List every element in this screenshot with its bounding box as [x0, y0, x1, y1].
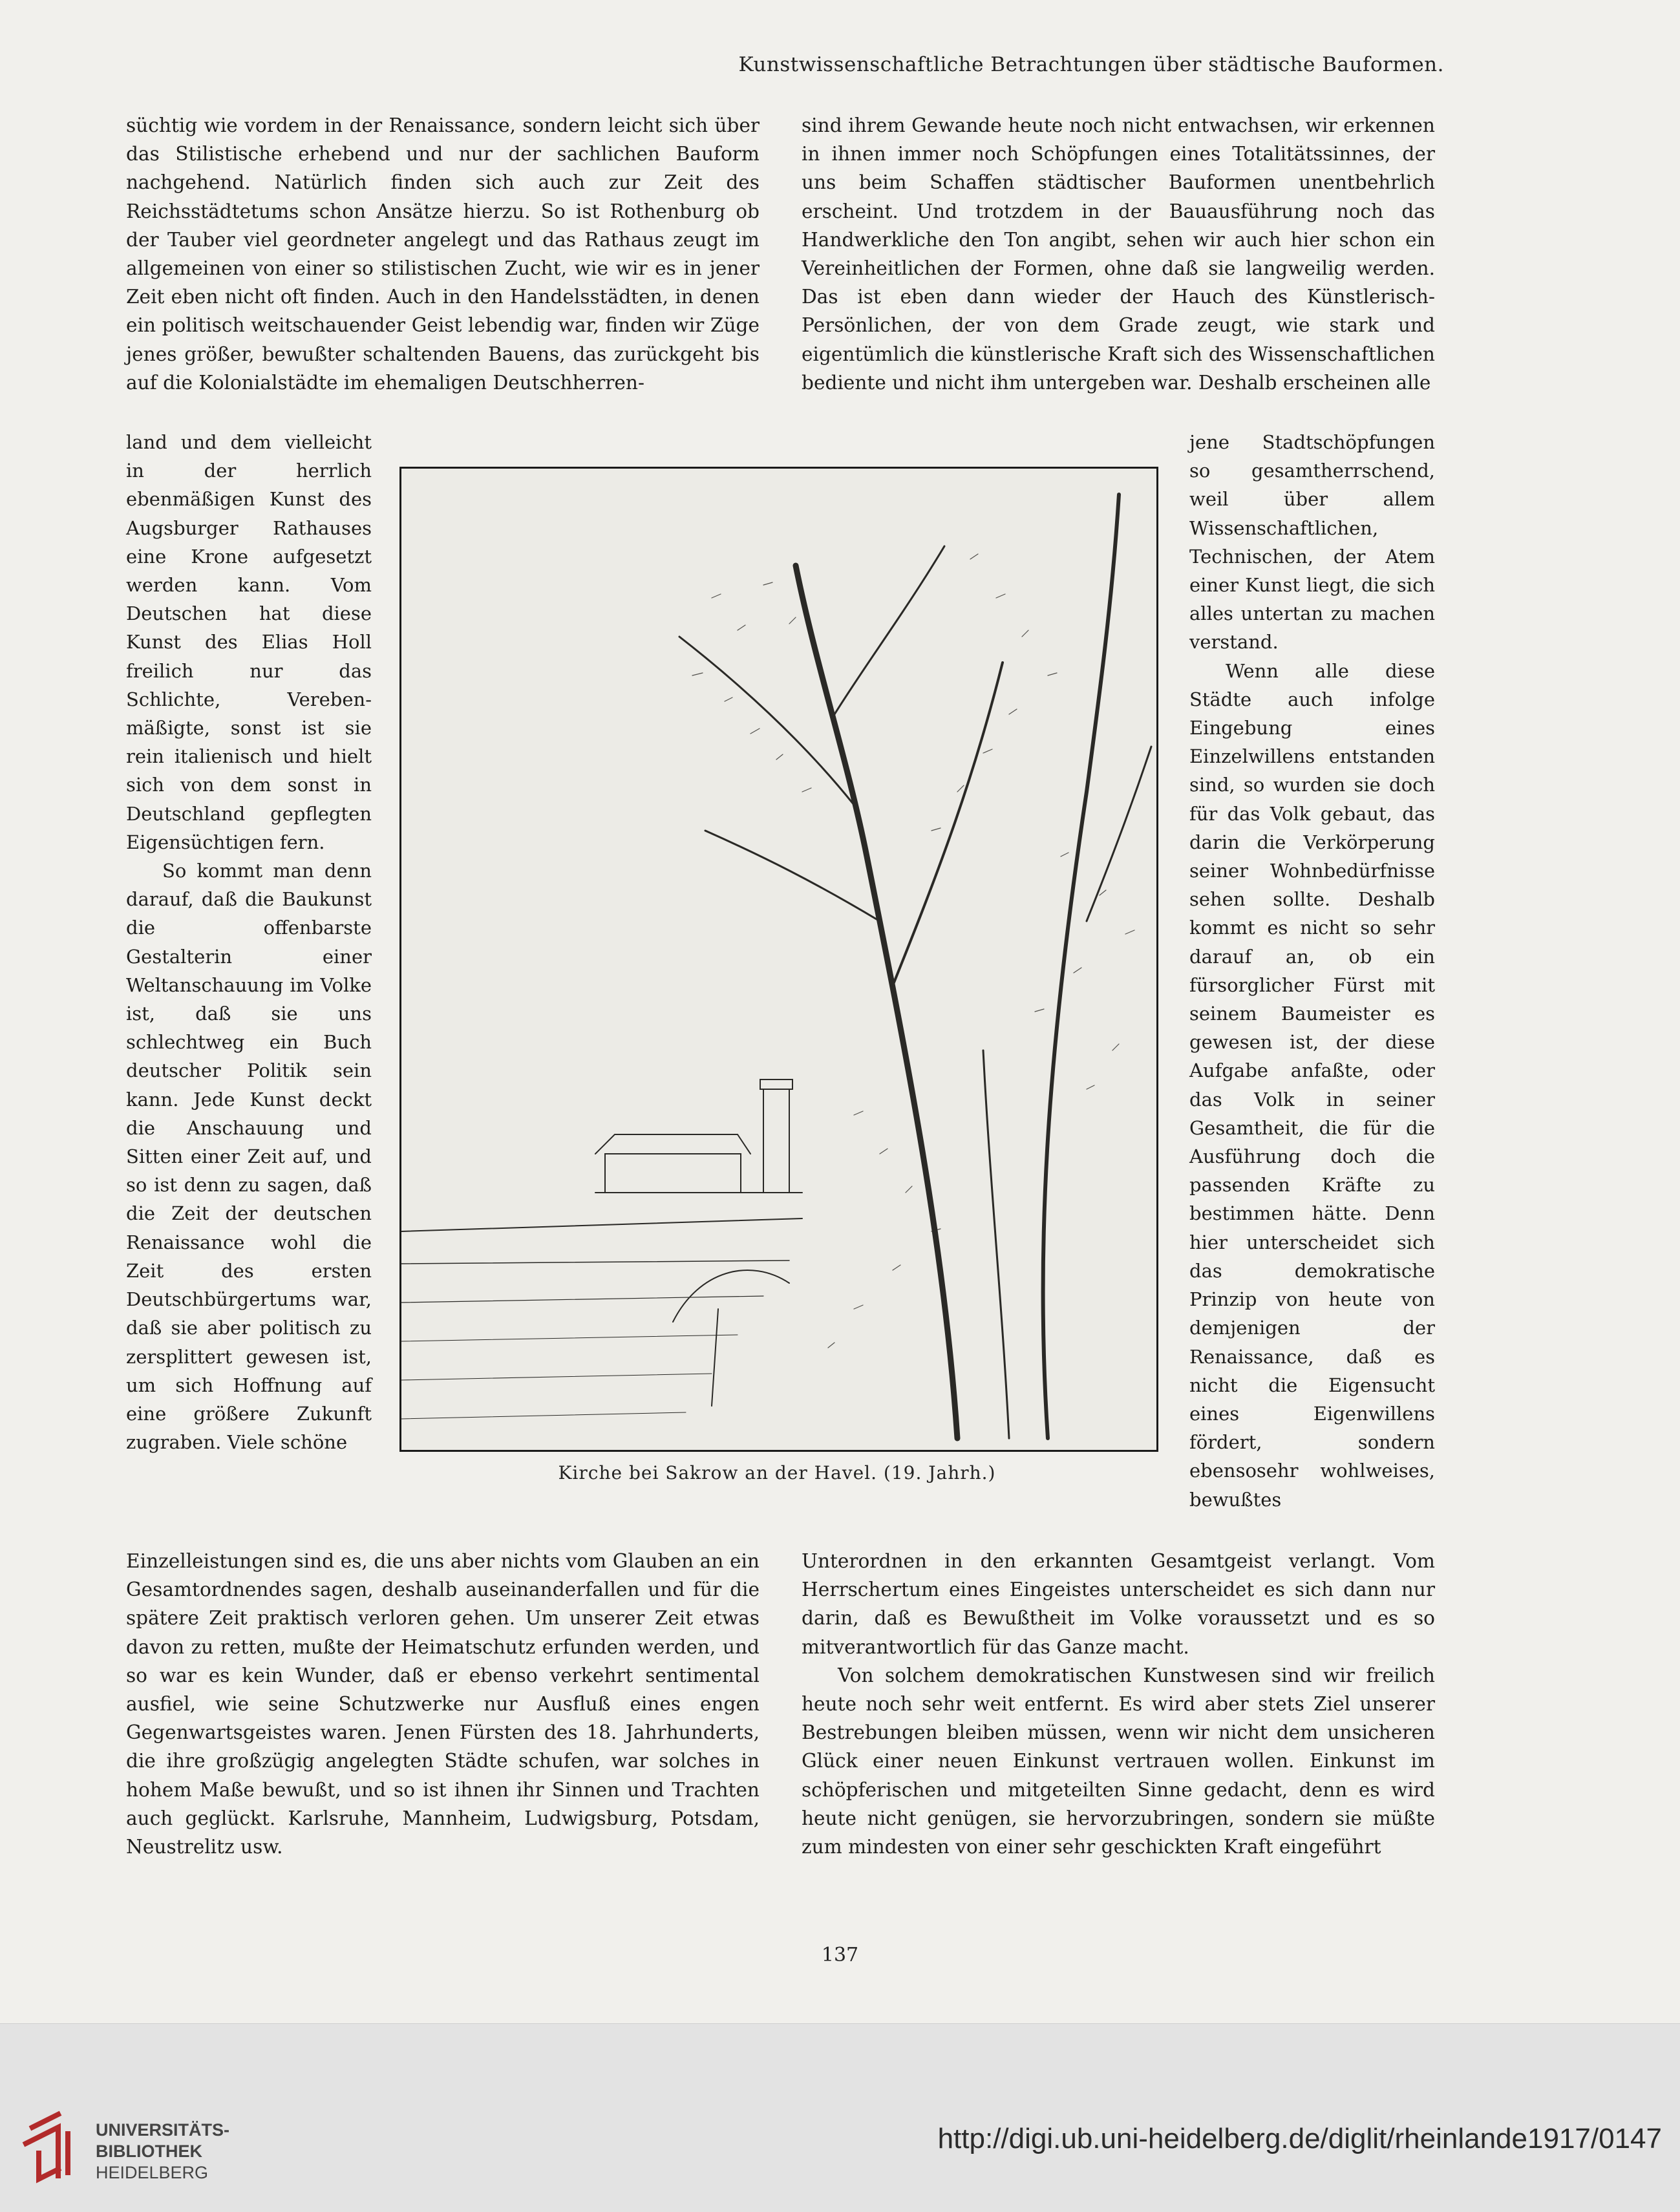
paragraph: jene Stadtschöpfungen so gesamtherrschend, weil über allem Wissenschaftlichen, Technischen, der Atem einer Kunst liegt, die sich alles untertan zu machen verstand.	[1189, 431, 1435, 654]
paragraph: So kommt man denn darauf, daß die Baukunst die offenbarste Gestalterin einer Weltanschauung im Volke ist, daß sie uns schlechtweg ein Buch deutscher Politik sein kann. Jede Kunst deckt die Anschauung und Sitten einer Zeit auf, und so ist denn zu sagen, daß die Zeit der deutschen Renaissance wohl die Zeit des ersten Deutschbürgertums war, daß sie aber politisch zu zersplittert gewesen ist, um sich Hoffnung auf eine größere Zukunft zugraben. Viele schöne	[126, 860, 372, 1454]
page-number: 137	[821, 1944, 859, 1966]
library-name-line: UNIVERSITÄTS-	[96, 2120, 230, 2140]
left-column-bottom	[126, 1547, 760, 1861]
digitization-footer	[0, 2023, 1680, 2212]
running-head: Kunstwissenschaftliche Betrachtungen über städtische Bauformen.	[738, 53, 1444, 76]
university-library-logo-icon[interactable]	[19, 2108, 84, 2188]
left-column-top	[126, 111, 760, 397]
paragraph: Wenn alle diese Städte auch infolge Eingebung eines Einzelwillens entstanden sind, so wurden sie doch für das Volk gebaut, das darin die Verkörperung seiner Wohnbedürfnisse sehen sollte. Deshalb kommt es nicht so sehr darauf an, ob ein fürsorglicher Fürst mit seinem Baumeister es gewesen ist, der diese Aufgabe anfaßte, oder das Volk in seiner Gesamtheit, die für die Ausführung doch die passenden Kräfte zu bestimmen hätte. Denn hier unterscheidet sich das demokratische Prinzip von heute von demjenigen der Renaissance, daß es nicht die Eigensucht eines Eigenwillens fördert, sondern ebensosehr wohlweises, bewußtes	[1189, 659, 1435, 1511]
library-name-line: HEIDELBERG	[96, 2163, 209, 2182]
paragraph: land und dem vielleicht in der herrlich ebenmäßigen Kunst des Augsburger Rathauses eine Krone aufgesetzt werden kann. Vom Deutschen hat diese Kunst des Elias Holl freilich nur das Schlichte, Vereben-mäßigte, sonst ist sie rein italienisch und hielt sich von dem sonst in Deutschland gepflegten Eigensüchtigen fern.	[126, 431, 372, 853]
right-column-beside-figure	[1189, 428, 1435, 1514]
library-name-line: BIBLIOTHEK	[96, 2142, 202, 2161]
right-column-top	[802, 111, 1435, 397]
engraving-drawing	[401, 469, 1156, 1450]
paragraph: Unterordnen in den erkannten Gesamtgeist verlangt. Vom Herrschertum eines Eingeistes unterscheidet es sich dann nur darin, daß es Bewußtheit im Volke voraussetzt und es so mitverantwortlich für das Ganze macht.	[802, 1550, 1435, 1658]
figure-caption: Kirche bei Sakrow an der Havel. (19. Jahrh.)	[558, 1462, 996, 1484]
paragraph: Von solchem demokratischen Kunstwesen sind wir freilich heute noch sehr weit entfernt. Es wird aber stets Ziel unserer Bestrebungen bleiben müssen, wenn wir nicht dem unsicheren Glück einer neuen Einkunst vertrauen wollen. Einkunst im schöpferischen und mitgeteilten Sinne gedacht, denn es wird heute nicht genügen, sie hervorzubringen, sondern sie müßte zum mindesten von einer sehr geschickten Kraft eingeführt	[802, 1664, 1435, 1858]
library-name	[96, 2120, 229, 2184]
source-url-link[interactable]: http://digi.ub.uni-heidelberg.de/diglit/rheinlande1917/0147	[937, 2123, 1662, 2154]
left-column-beside-figure	[126, 428, 372, 1456]
paragraph: Einzelleistungen sind es, die uns aber nichts vom Glauben an ein Gesamtordnendes sagen, deshalb auseinanderfallen und für die spätere Zeit praktisch verloren gehen. Um unserer Zeit etwas davon zu retten, mußte der Heimatschutz erfunden werden, und so war es kein Wunder, daß er ebenso verkehrt sentimental ausfiel, wie seine Schutzwerke nur Ausfluß eines engen Gegenwartsgeistes waren. Jenen Fürsten des 18. Jahrhunderts, die ihre großzügig angelegten Städte schufen, war solches in hohem Maße bewußt, und so ist ihnen ihr Sinnen und Trachten auch geglückt. Karlsruhe, Mannheim, Ludwigsburg, Potsdam, Neustrelitz usw.	[126, 1550, 760, 1858]
paragraph: süchtig wie vordem in der Renaissance, sondern leicht sich über das Stilistische erhebend und nur der sachlichen Bauform nachgehend. Natürlich finden sich auch zur Zeit des Reichsstädtetums schon Ansätze hierzu. So ist Rothenburg ob der Tauber viel geordneter angelegt und das Rathaus zeugt im allgemeinen von einer so stilistischen Zucht, wie wir es in jener Zeit eben nicht oft finden. Auch in den Handelsstädten, in denen ein politisch weitschauender Geist lebendig war, finden wir Züge jenes größer, bewußter schaltenden Bauens, das zurückgeht bis auf die Kolonialstädte im ehemaligen Deutschherren-	[126, 114, 760, 394]
paragraph: sind ihrem Gewande heute noch nicht entwachsen, wir erkennen in ihnen immer noch Schöpfungen eines Totalitätssinnes, der uns beim Schaffen städtischer Bauformen unentbehrlich erscheint. Und trotzdem in der Bauausführung noch das Handwerkliche den Ton angibt, sehen wir auch hier schon ein Vereinheitlichen der Formen, ohne daß sie langweilig werden. Das ist eben dann wieder der Hauch des Künstlerisch-Persönlichen, der von dem Grade zeugt, wie stark und eigentümlich die künstlerische Kraft sich des Wissenschaftlichen bediente und nicht ihm untergeben war. Deshalb erscheinen alle	[802, 114, 1435, 394]
illustration-sakrow-church	[399, 467, 1158, 1452]
right-column-bottom	[802, 1547, 1435, 1861]
